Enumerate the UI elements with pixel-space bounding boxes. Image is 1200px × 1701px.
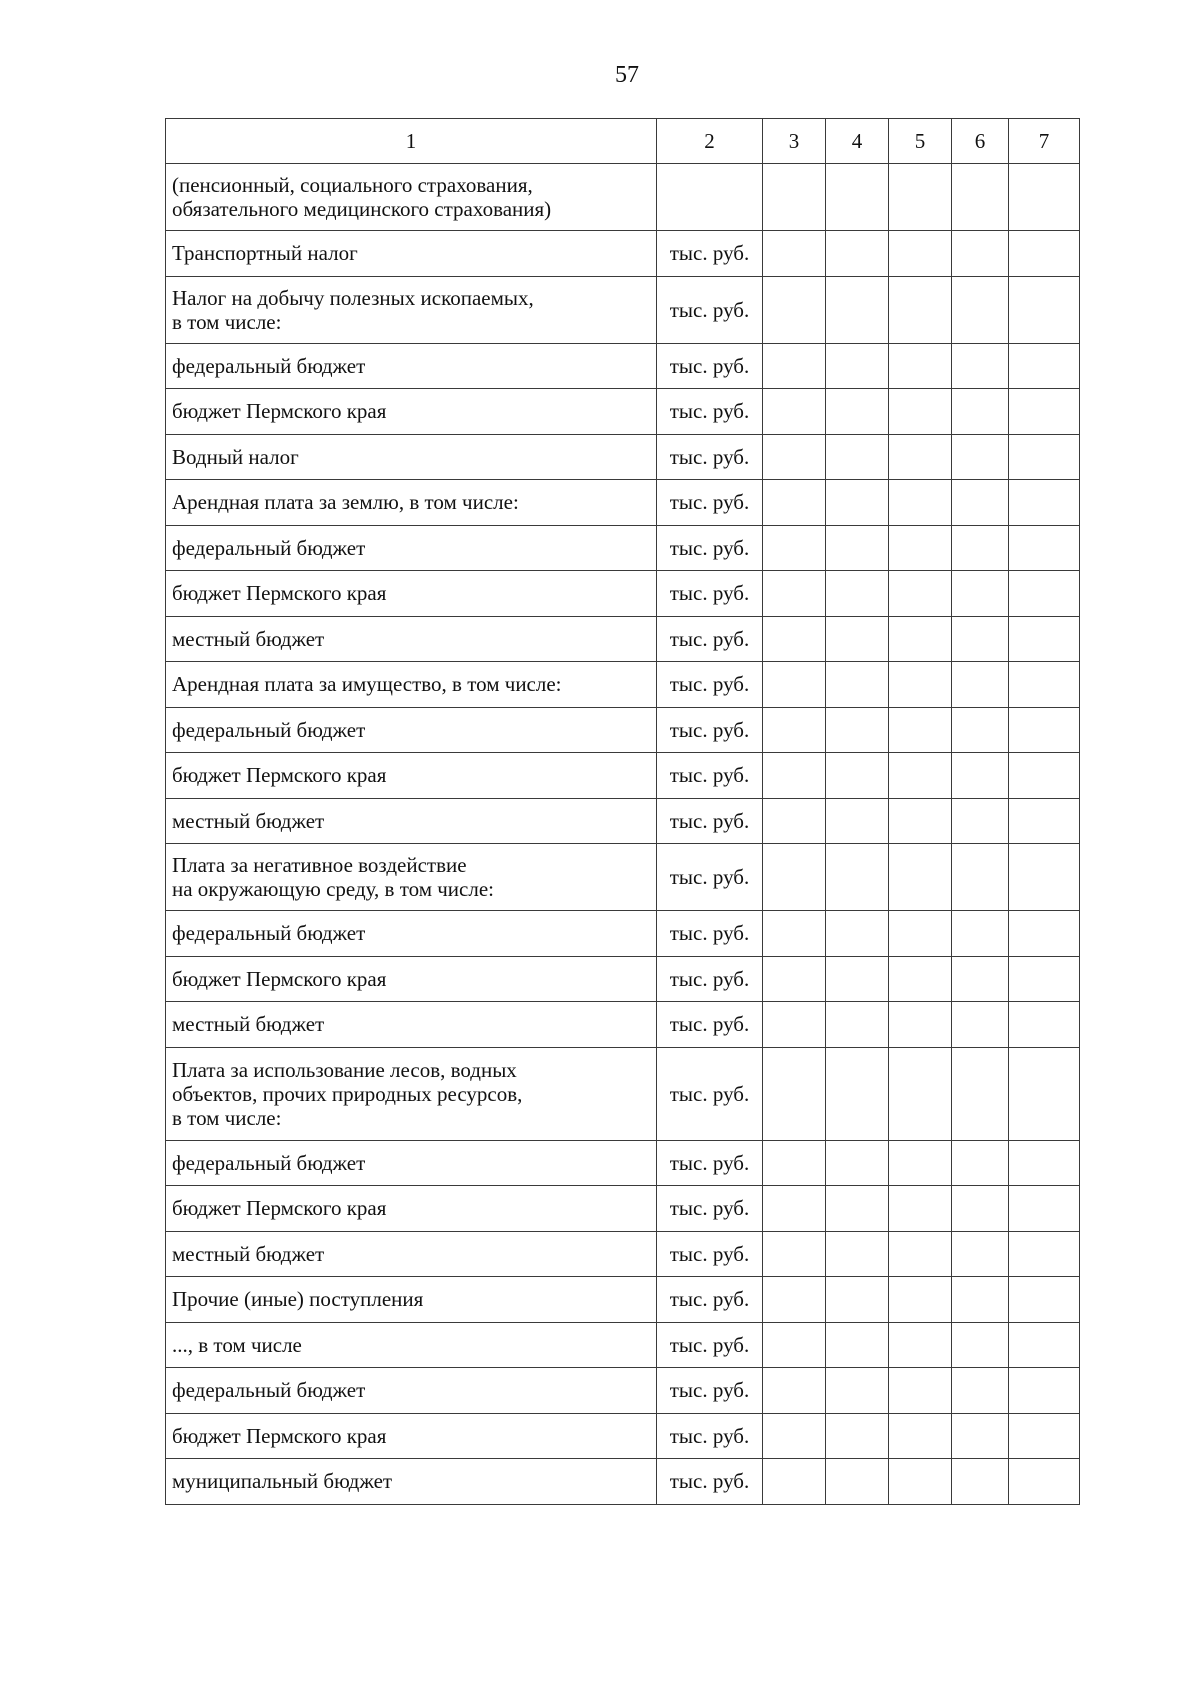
row-unit-cell: тыс. руб. [657,1459,763,1505]
row-unit-cell: тыс. руб. [657,276,763,343]
value-cell-col-7 [1009,662,1080,708]
value-cell-col-6 [952,276,1009,343]
value-cell-col-5 [889,343,952,389]
value-cell-col-3 [763,571,826,617]
value-cell-col-4 [826,1047,889,1140]
value-cell-col-5 [889,1186,952,1232]
value-cell-col-6 [952,1322,1009,1368]
value-cell-col-6 [952,1231,1009,1277]
value-cell-col-3 [763,525,826,571]
table-row [166,1002,1080,1048]
value-cell-col-4 [826,1459,889,1505]
value-cell-col-7 [1009,1459,1080,1505]
value-cell-col-3 [763,1459,826,1505]
value-cell-col-3 [763,753,826,799]
value-cell-col-3 [763,1322,826,1368]
value-cell-col-7 [1009,707,1080,753]
value-cell-col-7 [1009,389,1080,435]
table-header-row [166,119,1080,164]
row-name-cell: ..., в том числе [166,1322,657,1368]
value-cell-col-7 [1009,231,1080,277]
data-table [165,118,1080,1505]
value-cell-col-3 [763,231,826,277]
value-cell-col-7 [1009,798,1080,844]
row-unit-cell: тыс. руб. [657,1413,763,1459]
row-name-cell: федеральный бюджет [166,343,657,389]
value-cell-col-5 [889,956,952,1002]
table-row [166,707,1080,753]
row-name-cell: бюджет Пермского края [166,753,657,799]
row-unit-cell: тыс. руб. [657,844,763,911]
row-unit-cell: тыс. руб. [657,753,763,799]
value-cell-col-6 [952,434,1009,480]
table-row [166,571,1080,617]
value-cell-col-6 [952,1002,1009,1048]
row-name-cell: бюджет Пермского края [166,1186,657,1232]
row-unit-cell: тыс. руб. [657,798,763,844]
value-cell-col-4 [826,480,889,526]
row-name-cell: местный бюджет [166,1002,657,1048]
value-cell-col-3 [763,343,826,389]
row-unit-cell: тыс. руб. [657,1186,763,1232]
value-cell-col-6 [952,231,1009,277]
value-cell-col-7 [1009,1231,1080,1277]
row-name-cell: муниципальный бюджет [166,1459,657,1505]
value-cell-col-4 [826,571,889,617]
value-cell-col-3 [763,616,826,662]
table-row [166,1322,1080,1368]
row-unit-cell: тыс. руб. [657,525,763,571]
value-cell-col-6 [952,616,1009,662]
table-row [166,1231,1080,1277]
table-row [166,1368,1080,1414]
value-cell-col-7 [1009,276,1080,343]
value-cell-col-7 [1009,343,1080,389]
value-cell-col-6 [952,1186,1009,1232]
value-cell-col-6 [952,389,1009,435]
value-cell-col-3 [763,707,826,753]
value-cell-col-7 [1009,1413,1080,1459]
row-unit-cell: тыс. руб. [657,571,763,617]
table-row [166,343,1080,389]
row-name-cell: Водный налог [166,434,657,480]
table-row [166,798,1080,844]
value-cell-col-5 [889,1277,952,1323]
row-name-cell: Арендная плата за имущество, в том числе: [166,662,657,708]
value-cell-col-7 [1009,525,1080,571]
value-cell-col-5 [889,1322,952,1368]
value-cell-col-3 [763,389,826,435]
table-row [166,753,1080,799]
value-cell-col-5 [889,662,952,708]
row-unit-cell: тыс. руб. [657,1322,763,1368]
value-cell-col-5 [889,1140,952,1186]
value-cell-col-6 [952,1140,1009,1186]
value-cell-col-6 [952,662,1009,708]
value-cell-col-3 [763,480,826,526]
value-cell-col-6 [952,343,1009,389]
table-row [166,1459,1080,1505]
value-cell-col-6 [952,1413,1009,1459]
value-cell-col-3 [763,1413,826,1459]
row-name-cell: местный бюджет [166,1231,657,1277]
table-row [166,525,1080,571]
value-cell-col-7 [1009,164,1080,231]
value-cell-col-6 [952,911,1009,957]
column-header: 5 [889,119,952,164]
value-cell-col-5 [889,1413,952,1459]
value-cell-col-5 [889,231,952,277]
row-unit-cell [657,164,763,231]
row-unit-cell: тыс. руб. [657,911,763,957]
value-cell-col-4 [826,343,889,389]
value-cell-col-7 [1009,434,1080,480]
value-cell-col-7 [1009,1277,1080,1323]
row-name-cell: местный бюджет [166,616,657,662]
value-cell-col-5 [889,1002,952,1048]
value-cell-col-4 [826,389,889,435]
value-cell-col-3 [763,164,826,231]
table-row [166,434,1080,480]
value-cell-col-5 [889,911,952,957]
value-cell-col-7 [1009,616,1080,662]
value-cell-col-6 [952,164,1009,231]
value-cell-col-3 [763,798,826,844]
value-cell-col-6 [952,956,1009,1002]
row-name-cell: бюджет Пермского края [166,389,657,435]
row-name-cell: бюджет Пермского края [166,956,657,1002]
value-cell-col-3 [763,956,826,1002]
value-cell-col-5 [889,276,952,343]
value-cell-col-7 [1009,1186,1080,1232]
value-cell-col-4 [826,1186,889,1232]
table-row [166,389,1080,435]
value-cell-col-6 [952,525,1009,571]
value-cell-col-3 [763,434,826,480]
row-name-cell: Плата за негативное воздействие на окружающую среду, в том числе: [166,844,657,911]
table-row [166,1047,1080,1140]
value-cell-col-5 [889,571,952,617]
value-cell-col-4 [826,616,889,662]
table-row [166,844,1080,911]
table-row [166,1277,1080,1323]
value-cell-col-6 [952,707,1009,753]
value-cell-col-4 [826,753,889,799]
value-cell-col-6 [952,798,1009,844]
value-cell-col-5 [889,753,952,799]
row-unit-cell: тыс. руб. [657,1231,763,1277]
row-name-cell: федеральный бюджет [166,1140,657,1186]
row-unit-cell: тыс. руб. [657,616,763,662]
value-cell-col-6 [952,1277,1009,1323]
value-cell-col-7 [1009,571,1080,617]
value-cell-col-7 [1009,753,1080,799]
value-cell-col-3 [763,1368,826,1414]
row-name-cell: федеральный бюджет [166,911,657,957]
value-cell-col-7 [1009,844,1080,911]
row-name-cell: федеральный бюджет [166,707,657,753]
value-cell-col-6 [952,571,1009,617]
column-header: 7 [1009,119,1080,164]
table-row [166,480,1080,526]
value-cell-col-5 [889,480,952,526]
value-cell-col-7 [1009,911,1080,957]
value-cell-col-5 [889,1459,952,1505]
row-name-cell: Транспортный налог [166,231,657,277]
value-cell-col-4 [826,911,889,957]
value-cell-col-4 [826,1368,889,1414]
value-cell-col-4 [826,525,889,571]
value-cell-col-4 [826,1231,889,1277]
value-cell-col-5 [889,1047,952,1140]
row-unit-cell: тыс. руб. [657,343,763,389]
value-cell-col-4 [826,707,889,753]
value-cell-col-3 [763,1186,826,1232]
value-cell-col-4 [826,434,889,480]
table-row [166,616,1080,662]
row-unit-cell: тыс. руб. [657,480,763,526]
value-cell-col-4 [826,1140,889,1186]
value-cell-col-7 [1009,480,1080,526]
value-cell-col-6 [952,1459,1009,1505]
value-cell-col-4 [826,1413,889,1459]
value-cell-col-3 [763,276,826,343]
table-body [166,164,1080,1505]
row-unit-cell: тыс. руб. [657,389,763,435]
row-name-cell: бюджет Пермского края [166,571,657,617]
table-row [166,276,1080,343]
value-cell-col-5 [889,164,952,231]
value-cell-col-6 [952,844,1009,911]
row-unit-cell: тыс. руб. [657,231,763,277]
row-name-cell: местный бюджет [166,798,657,844]
value-cell-col-4 [826,276,889,343]
column-header: 4 [826,119,889,164]
row-name-cell: Прочие (иные) поступления [166,1277,657,1323]
row-unit-cell: тыс. руб. [657,662,763,708]
row-unit-cell: тыс. руб. [657,1368,763,1414]
value-cell-col-7 [1009,1002,1080,1048]
value-cell-col-3 [763,1277,826,1323]
value-cell-col-6 [952,1047,1009,1140]
table-row [166,231,1080,277]
value-cell-col-7 [1009,1140,1080,1186]
row-unit-cell: тыс. руб. [657,707,763,753]
row-unit-cell: тыс. руб. [657,1047,763,1140]
row-unit-cell: тыс. руб. [657,434,763,480]
table-row [166,662,1080,708]
table-row [166,1413,1080,1459]
value-cell-col-3 [763,844,826,911]
value-cell-col-6 [952,753,1009,799]
value-cell-col-4 [826,164,889,231]
value-cell-col-5 [889,616,952,662]
value-cell-col-4 [826,1322,889,1368]
value-cell-col-7 [1009,1047,1080,1140]
value-cell-col-5 [889,798,952,844]
value-cell-col-4 [826,231,889,277]
table-row [166,164,1080,231]
value-cell-col-4 [826,1002,889,1048]
value-cell-col-5 [889,525,952,571]
row-name-cell: (пенсионный, социального страхования, обязательного медицинского страхования) [166,164,657,231]
value-cell-col-4 [826,662,889,708]
table-row [166,1140,1080,1186]
row-unit-cell: тыс. руб. [657,1277,763,1323]
column-header: 6 [952,119,1009,164]
row-unit-cell: тыс. руб. [657,956,763,1002]
value-cell-col-5 [889,844,952,911]
row-name-cell: Налог на добычу полезных ископаемых, в том числе: [166,276,657,343]
value-cell-col-5 [889,1368,952,1414]
column-header: 2 [657,119,763,164]
table-row [166,911,1080,957]
column-header: 1 [166,119,657,164]
value-cell-col-5 [889,389,952,435]
value-cell-col-7 [1009,956,1080,1002]
value-cell-col-4 [826,844,889,911]
value-cell-col-3 [763,662,826,708]
value-cell-col-3 [763,1140,826,1186]
row-name-cell: Плата за использование лесов, водных объектов, прочих природных ресурсов, в том числе: [166,1047,657,1140]
value-cell-col-3 [763,1231,826,1277]
page-number: 57 [615,62,639,88]
value-cell-col-3 [763,1002,826,1048]
table-row [166,956,1080,1002]
value-cell-col-4 [826,956,889,1002]
column-header: 3 [763,119,826,164]
value-cell-col-5 [889,707,952,753]
table-row [166,1186,1080,1232]
row-unit-cell: тыс. руб. [657,1002,763,1048]
value-cell-col-7 [1009,1368,1080,1414]
value-cell-col-3 [763,911,826,957]
row-name-cell: Арендная плата за землю, в том числе: [166,480,657,526]
row-unit-cell: тыс. руб. [657,1140,763,1186]
value-cell-col-5 [889,1231,952,1277]
row-name-cell: федеральный бюджет [166,525,657,571]
value-cell-col-5 [889,434,952,480]
row-name-cell: федеральный бюджет [166,1368,657,1414]
row-name-cell: бюджет Пермского края [166,1413,657,1459]
value-cell-col-4 [826,798,889,844]
value-cell-col-3 [763,1047,826,1140]
value-cell-col-6 [952,1368,1009,1414]
value-cell-col-4 [826,1277,889,1323]
value-cell-col-7 [1009,1322,1080,1368]
value-cell-col-6 [952,480,1009,526]
